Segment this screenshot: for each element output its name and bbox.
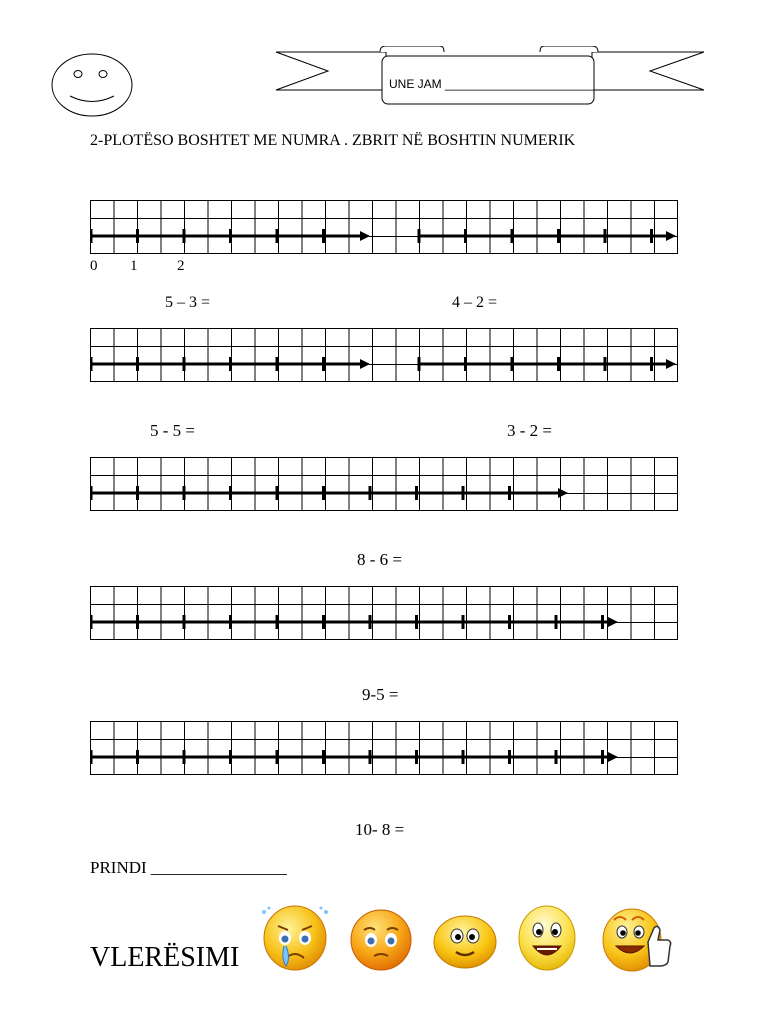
thumbs-up-face-icon[interactable] [600,902,674,974]
grid-svg [90,457,682,513]
grading-label: VLERËSIMI [90,942,240,973]
happy-face-icon[interactable] [516,902,578,972]
grid-svg [90,200,682,256]
axis-arrow [360,231,370,241]
number-line-grid[interactable] [90,457,682,518]
exercise-1-left: 5 – 3 = [165,294,211,311]
smiley-face-icon [50,52,134,118]
grid-svg [90,328,682,384]
number-line-grid[interactable] [90,721,682,782]
exercise-2-right: 3 - 2 = [507,421,552,440]
axis-arrow [608,752,618,762]
exercise-2-left: 5 - 5 = [150,421,195,440]
instruction-text: 2-PLOTËSO BOSHTET ME NUMRA . ZBRIT NË BOSHTIN NUMERIK [90,132,576,149]
number-line-grid[interactable] [90,200,682,261]
worried-face-icon[interactable] [348,908,414,972]
number-line-grid[interactable] [90,586,682,647]
axis-arrow [666,359,676,369]
name-label: UNE JAM _______________________ [389,77,599,91]
crying-face-icon[interactable] [256,900,334,972]
grid-svg [90,721,682,777]
axis-arrow [360,359,370,369]
number-line-grid[interactable] [90,328,682,389]
tick-label-1: 1 [130,258,138,274]
axis-arrow [608,617,618,627]
exercise-3: 8 - 6 = [357,550,402,569]
grid-svg [90,586,682,642]
tick-label-0: 0 [90,258,98,274]
exercise-5: 10- 8 = [355,820,405,839]
tick-label-2: 2 [177,258,185,274]
parent-signature-label: PRINDI ________________ [90,858,287,877]
axis-arrow [558,488,568,498]
neutral-face-icon[interactable] [432,912,498,970]
exercise-1-right: 4 – 2 = [452,294,498,311]
axis-arrow [666,231,676,241]
exercise-4: 9-5 = [362,685,399,704]
